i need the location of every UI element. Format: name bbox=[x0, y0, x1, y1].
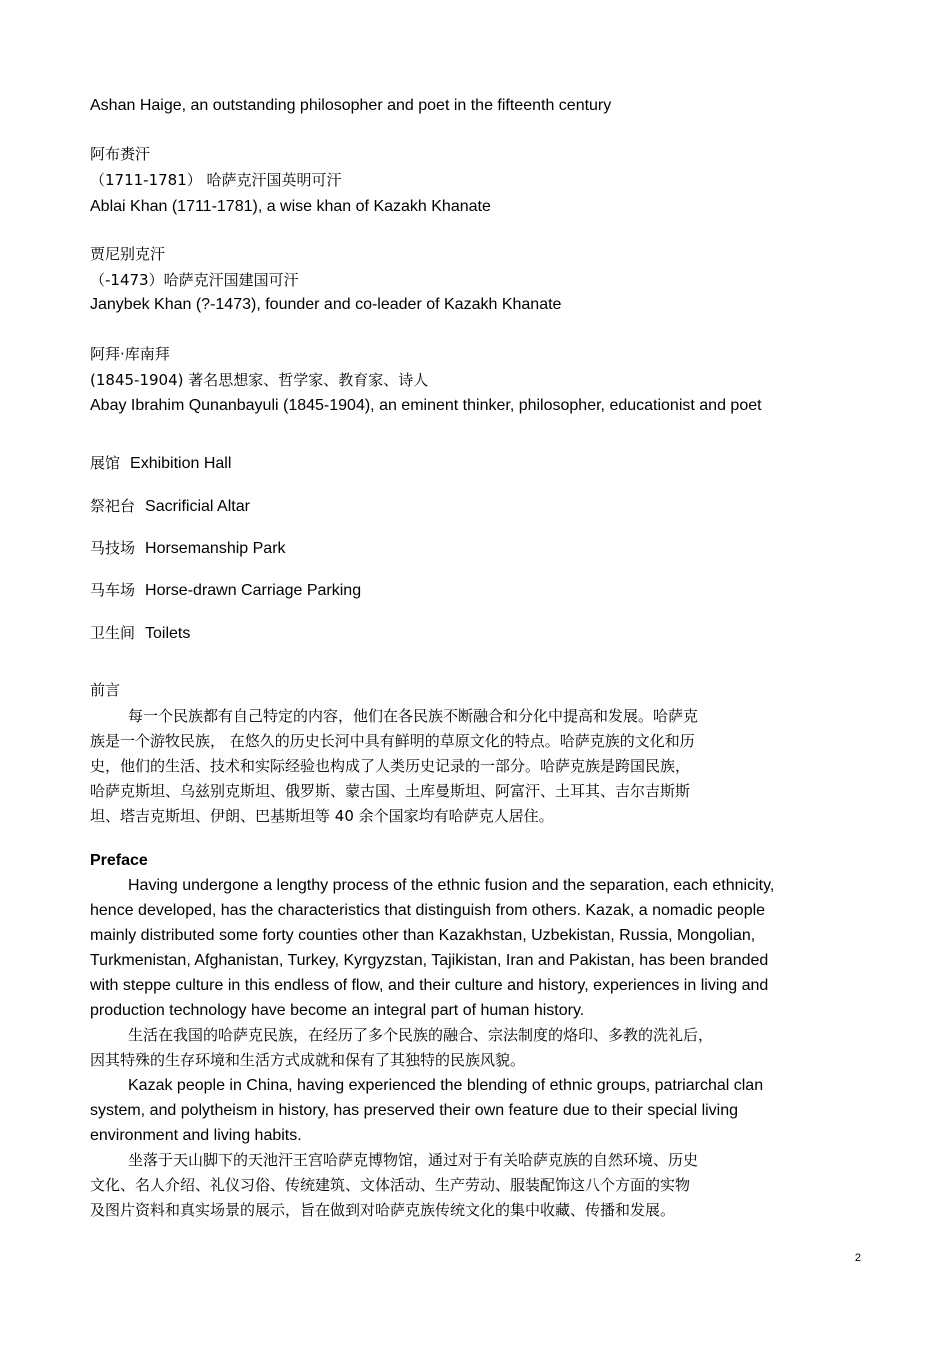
preface-cn-line: 哈萨克斯坦、乌兹别克斯坦、俄罗斯、蒙古国、土库曼斯坦、阿富汗、土耳其、吉尔吉斯斯 bbox=[90, 782, 691, 800]
facility-en: Exhibition Hall bbox=[130, 455, 232, 472]
facility-item bbox=[90, 453, 231, 474]
person-en-desc: Ablai Khan (1711-1781), a wise khan of Kazakh Khanate bbox=[90, 198, 491, 215]
page-number: 2 bbox=[854, 1252, 861, 1264]
facility-cn: 展馆 bbox=[90, 454, 121, 472]
person-cn-name: 阿拜·库南拜 bbox=[90, 345, 170, 363]
facility-cn: 马技场 bbox=[90, 539, 136, 557]
preface-cn-line: 族是一个游牧民族， 在悠久的历史长河中具有鲜明的草原文化的特点。哈萨克族的文化和历 bbox=[90, 732, 695, 750]
person-cn-name: 阿布赉汗 bbox=[90, 145, 151, 163]
facility-en: Horsemanship Park bbox=[145, 540, 286, 557]
person-en-desc: Abay Ibrahim Qunanbayuli (1845-1904), an eminent thinker, philosopher, educationist and poet bbox=[90, 397, 762, 414]
facility-item bbox=[90, 623, 190, 644]
person-cn-desc: (1845-1904) 著名思想家、哲学家、教育家、诗人 bbox=[90, 371, 429, 389]
facility-item bbox=[90, 580, 361, 601]
person-cn-name: 贾尼别克汗 bbox=[90, 245, 166, 263]
facility-item bbox=[90, 538, 286, 559]
preface-cn-line: 史，他们的生活、技术和实际经验也构成了人类历史记录的一部分。哈萨克族是跨国民族， bbox=[90, 757, 691, 775]
para3-cn-line: 文化、名人介绍、礼仪习俗、传统建筑、文体活动、生产劳动、服装配饰这八个方面的实物 bbox=[90, 1176, 691, 1194]
para2-en-line: environment and living habits. bbox=[90, 1127, 302, 1144]
facility-item bbox=[90, 496, 250, 517]
preface-en-line: production technology have become an integral part of human history. bbox=[90, 1002, 585, 1019]
preface-en-line: Turkmenistan, Afghanistan, Turkey, Kyrgyzstan, Tajikistan, Iran and Pakistan, has been branded bbox=[90, 952, 769, 969]
preface-cn-title: 前言 bbox=[90, 681, 121, 699]
preface-cn-line: 每一个民族都有自己特定的内容，他们在各民族不断融合和分化中提高和发展。哈萨克 bbox=[128, 707, 699, 725]
facility-en: Sacrificial Altar bbox=[145, 498, 250, 515]
preface-en-line: mainly distributed some forty counties other than Kazakhstan, Uzbekistan, Russia, Mongolian, bbox=[90, 927, 756, 944]
para2-cn-line: 因其特殊的生存环境和生活方式成就和保有了其独特的民族风貌。 bbox=[90, 1051, 526, 1069]
facility-en: Horse-drawn Carriage Parking bbox=[145, 582, 362, 599]
facility-en: Toilets bbox=[145, 625, 191, 642]
para2-cn-line: 生活在我国的哈萨克民族，在经历了多个民族的融合、宗法制度的烙印、多教的洗礼后， bbox=[128, 1026, 714, 1044]
preface-en-title: Preface bbox=[90, 852, 148, 869]
preface-en-line: with steppe culture in this endless of flow, and their culture and history, experiences in living and bbox=[90, 977, 769, 994]
para3-cn-line: 坐落于天山脚下的天池汗王宫哈萨克博物馆，通过对于有关哈萨克族的自然环境、历史 bbox=[128, 1151, 699, 1169]
facility-cn: 祭祀台 bbox=[90, 497, 136, 515]
para3-cn-line: 及图片资料和真实场景的展示，旨在做到对哈萨克族传统文化的集中收藏、传播和发展。 bbox=[90, 1201, 676, 1219]
person-cn-desc: （-1473）哈萨克汗国建国可汗 bbox=[90, 271, 299, 289]
facility-cn: 马车场 bbox=[90, 581, 136, 599]
para2-en-line: system, and polytheism in history, has preserved their own feature due to their special living bbox=[90, 1102, 739, 1119]
preface-en-line: hence developed, has the characteristics that distinguish from others. Kazak, a nomadic people bbox=[90, 902, 766, 919]
ashan-haige-line: Ashan Haige, an outstanding philosopher and poet in the fifteenth century bbox=[90, 97, 612, 114]
para2-en-line: Kazak people in China, having experienced the blending of ethnic groups, patriarchal clan bbox=[128, 1077, 764, 1094]
person-en-desc: Janybek Khan (?-1473), founder and co-leader of Kazakh Khanate bbox=[90, 296, 562, 313]
facility-cn: 卫生间 bbox=[90, 624, 136, 642]
preface-cn-line: 坦、塔吉克斯坦、伊朗、巴基斯坦等 40 余个国家均有哈萨克人居住。 bbox=[90, 807, 554, 825]
preface-en-line: Having undergone a lengthy process of the ethnic fusion and the separation, each ethnicity, bbox=[128, 877, 775, 894]
person-cn-desc: （1711-1781） 哈萨克汗国英明可汗 bbox=[90, 171, 342, 189]
